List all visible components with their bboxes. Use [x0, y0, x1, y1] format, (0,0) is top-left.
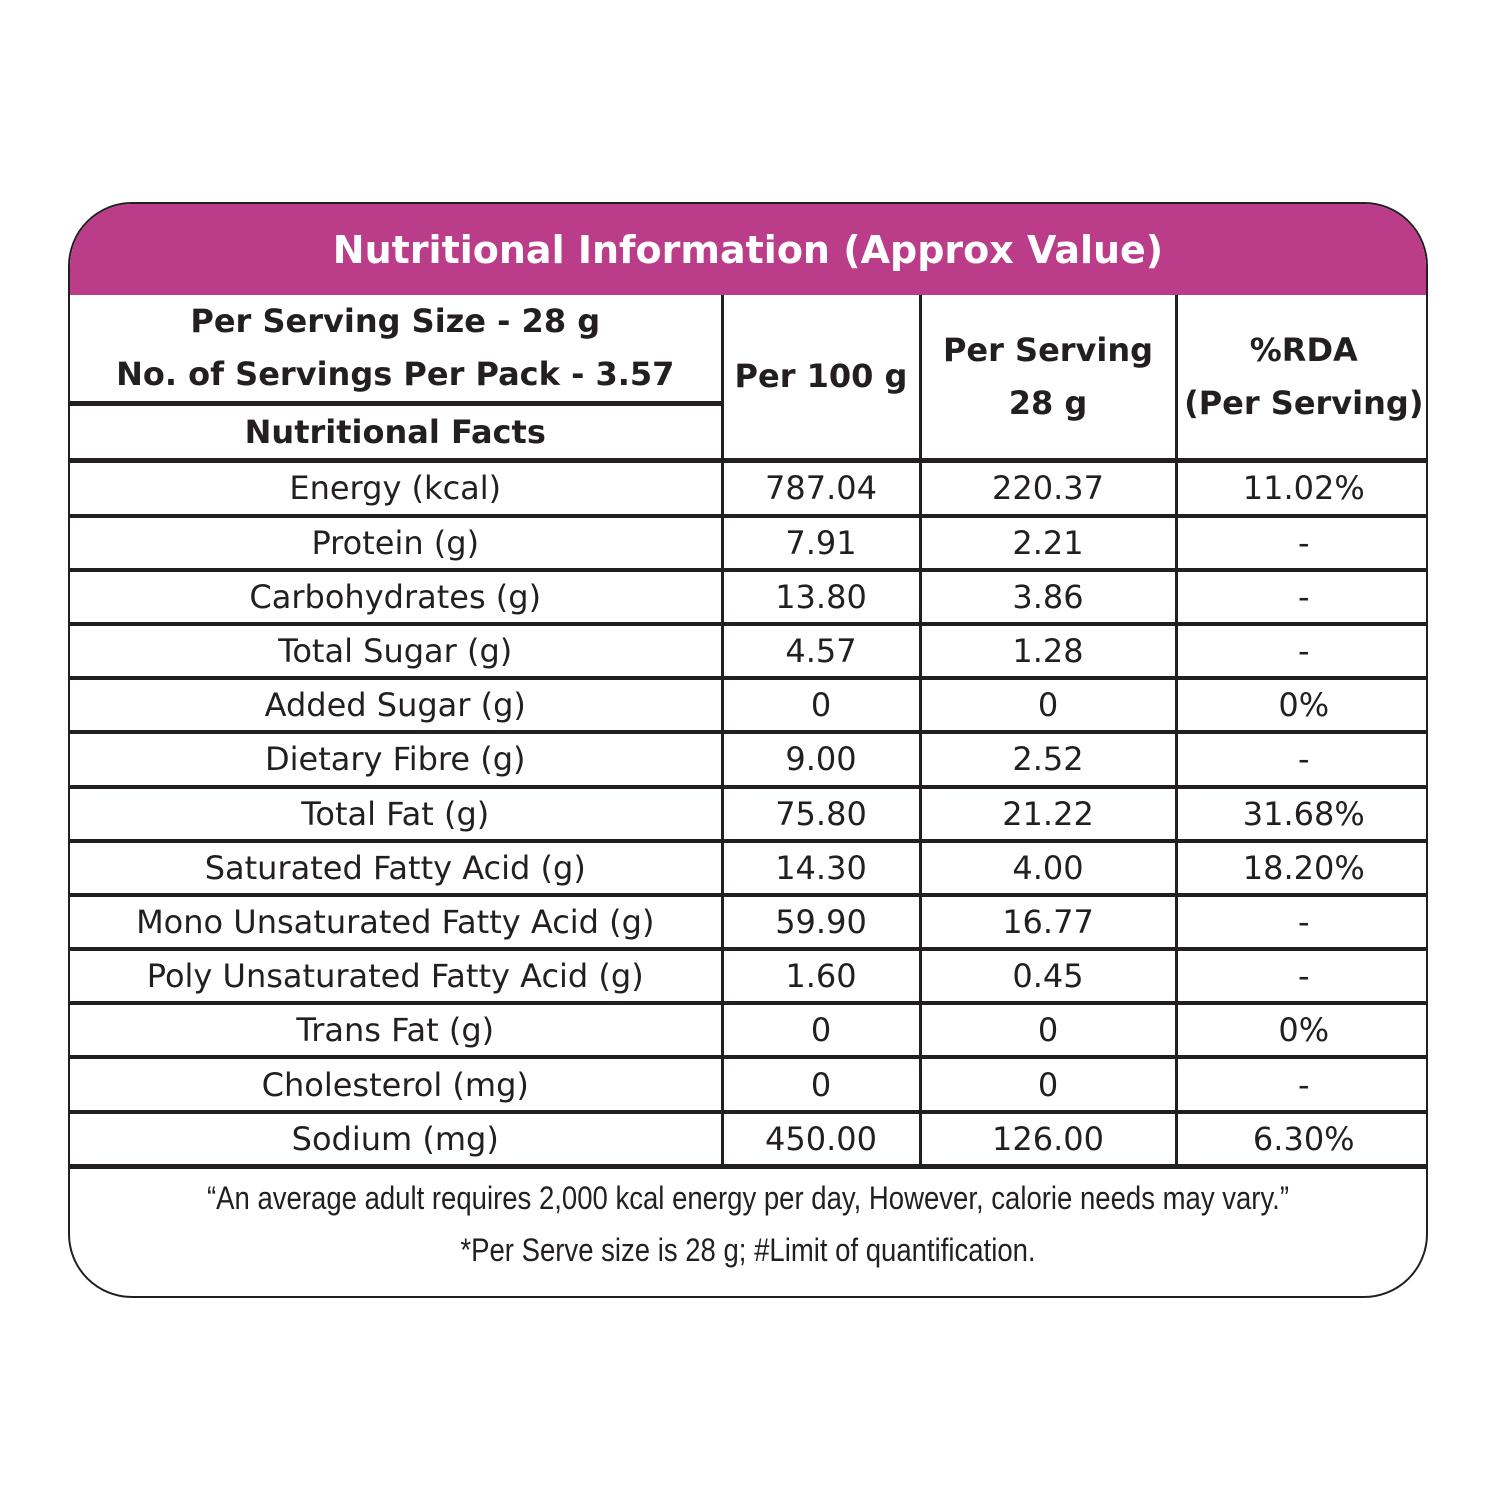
page-title: Nutritional Information (Approx Value)	[332, 227, 1164, 272]
nutrient-name: Cholesterol (mg)	[70, 1057, 722, 1111]
rda-value: 6.30%	[1176, 1112, 1428, 1167]
table-row	[70, 678, 1428, 732]
serving-size-text: Per Serving Size - 28 g	[190, 302, 601, 340]
rda-value: 0%	[1176, 1003, 1428, 1057]
per-100g-value: 59.90	[722, 895, 920, 949]
rda-value: -	[1176, 895, 1428, 949]
table-row	[70, 1003, 1428, 1057]
title-bar	[70, 204, 1426, 295]
footnote-line-2: *Per Serve size is 28 g; #Limit of quantification.	[460, 1232, 1036, 1268]
per-100g-value: 0	[722, 1057, 920, 1111]
per-100g-value: 0	[722, 1003, 920, 1057]
per-serving-label: Per Serving	[942, 330, 1154, 369]
table-row	[70, 1057, 1428, 1111]
serving-info-cell	[70, 295, 722, 403]
nutritional-facts-header: Nutritional Facts	[244, 412, 546, 451]
nutrient-name: Trans Fat (g)	[70, 1003, 722, 1057]
nutrient-name: Saturated Fatty Acid (g)	[70, 841, 722, 895]
per-100g-value: 4.57	[722, 624, 920, 678]
nutrient-name: Protein (g)	[70, 516, 722, 570]
table-row	[70, 624, 1428, 678]
servings-per-pack-text: No. of Servings Per Pack - 3.57	[116, 354, 675, 393]
per-serving-size-label: 28 g	[1008, 383, 1088, 422]
per-serving-value: 0	[920, 1003, 1176, 1057]
per-serving-value: 0	[920, 1057, 1176, 1111]
nutrient-name: Sodium (mg)	[70, 1112, 722, 1167]
rda-value: -	[1176, 624, 1428, 678]
per-serving-value: 2.21	[920, 516, 1176, 570]
rda-value: 0%	[1176, 678, 1428, 732]
rda-sub-label: (Per Serving)	[1184, 383, 1424, 422]
nutrient-name: Energy (kcal)	[70, 461, 722, 516]
per-100g-value: 787.04	[722, 461, 920, 516]
per-serving-value: 126.00	[920, 1112, 1176, 1167]
rda-value: -	[1176, 732, 1428, 786]
table-row	[70, 949, 1428, 1003]
rda-value: -	[1176, 949, 1428, 1003]
rda-value: 11.02%	[1176, 461, 1428, 516]
rda-value: -	[1176, 516, 1428, 570]
per-100g-value: 14.30	[722, 841, 920, 895]
per-serving-value: 0.45	[920, 949, 1176, 1003]
per-serving-value: 0	[920, 678, 1176, 732]
per-100g-label: Per 100 g	[734, 357, 908, 396]
per-serving-value: 2.52	[920, 732, 1176, 786]
col-header-per-serving	[920, 295, 1176, 461]
table-row	[70, 732, 1428, 786]
footnote	[165, 1172, 1331, 1276]
col-header-rda	[1176, 295, 1428, 461]
table-row	[70, 895, 1428, 949]
nutrient-name: Poly Unsaturated Fatty Acid (g)	[70, 949, 722, 1003]
per-100g-value: 9.00	[722, 732, 920, 786]
per-100g-value: 0	[722, 678, 920, 732]
nutrient-name: Carbohydrates (g)	[70, 570, 722, 624]
table-row	[70, 1112, 1428, 1167]
rda-value: 31.68%	[1176, 787, 1428, 841]
per-100g-value: 13.80	[722, 570, 920, 624]
nutrient-name: Added Sugar (g)	[70, 678, 722, 732]
table-row	[70, 787, 1428, 841]
per-serving-value: 220.37	[920, 461, 1176, 516]
col-header-per-100g	[722, 295, 920, 461]
rda-value: -	[1176, 1057, 1428, 1111]
per-serving-value: 1.28	[920, 624, 1176, 678]
rda-value: 18.20%	[1176, 841, 1428, 895]
per-serving-value: 21.22	[920, 787, 1176, 841]
table-row	[70, 461, 1428, 516]
nutrient-name: Total Fat (g)	[70, 787, 722, 841]
table-row	[70, 841, 1428, 895]
per-100g-value: 1.60	[722, 949, 920, 1003]
rda-label: %RDA	[1249, 330, 1358, 369]
nutrition-table	[70, 295, 1428, 1169]
nutrition-panel	[68, 202, 1428, 1298]
per-serving-value: 16.77	[920, 895, 1176, 949]
per-100g-value: 450.00	[722, 1112, 920, 1167]
nutrient-name: Total Sugar (g)	[70, 624, 722, 678]
rda-value: -	[1176, 570, 1428, 624]
per-serving-value: 3.86	[920, 570, 1176, 624]
table-row	[70, 516, 1428, 570]
per-100g-value: 75.80	[722, 787, 920, 841]
table-row	[70, 570, 1428, 624]
per-100g-value: 7.91	[722, 516, 920, 570]
footnote-line-1: “An average adult requires 2,000 kcal energy per day, However, calorie needs may vary.”	[207, 1180, 1289, 1216]
per-serving-value: 4.00	[920, 841, 1176, 895]
nutrient-name: Dietary Fibre (g)	[70, 732, 722, 786]
nutrient-name: Mono Unsaturated Fatty Acid (g)	[70, 895, 722, 949]
